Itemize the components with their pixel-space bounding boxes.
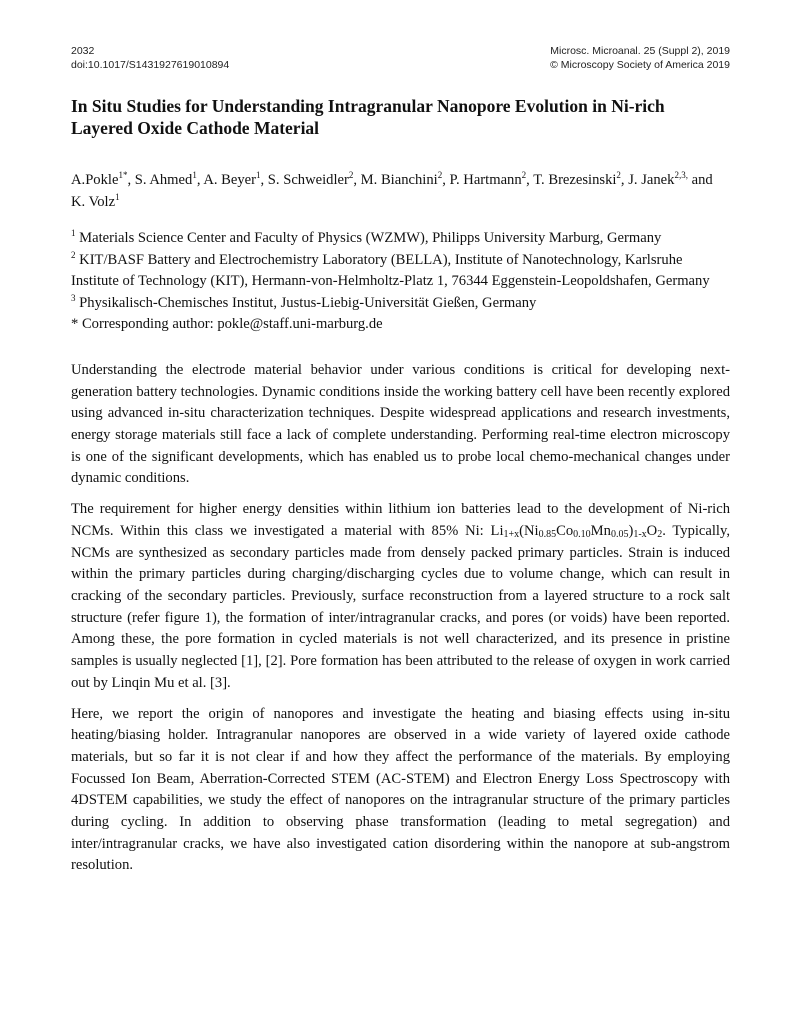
paper-page — [71, 44, 730, 877]
paper-title: In Situ Studies for Understanding Intragranular Nanopore Evolution in Ni-rich Layered Oxide Cathode Material — [71, 96, 665, 138]
affiliations — [71, 228, 730, 336]
author: J. Janek$^{2,3,}$ — [628, 170, 688, 188]
affiliation-2: $^2$ KIT/BASF Battery and Electrochemistry Laboratory (BELLA), Institute of Nanotechnology, Karlsruhe Institute of Technology (KIT), Hermann-von-Helmholtz-Platz 1, 76344 Eggenstein-Leopoldshafen, Germany — [71, 249, 710, 290]
author: S. Schweidler$^2$ — [267, 170, 354, 188]
corresponding-author: * Corresponding author: pokle@staff.uni-marburg.de — [71, 316, 383, 333]
author: T. Brezesinski$^2$ — [533, 170, 621, 188]
affiliation-3: $^3$ Physikalisch-Chemisches Institut, Justus-Liebig-Universität Gießen, Germany — [71, 292, 537, 311]
header-right — [550, 44, 730, 72]
running-header — [71, 44, 730, 72]
affiliation-1: $^1$ Materials Science Center and Faculty of Physics (WZMW), Philipps University Marburg, Germany — [71, 228, 662, 246]
copyright: © Microscopy Society of America 2019 — [550, 59, 730, 71]
paragraph-3: Here, we report the origin of nanopores and investigate the heating and biasing effects using in-situ heating/biasing holder. Intragranular nanopores are observed in a wide variety of layered oxide cathode materials, but so far it is not clear if and how they affect the performance of the materials. By employing Focussed Ion Beam, Aberration-Corrected STEM (AC-STEM) and Electron Energy Loss Spectroscopy with 4DSTEM capabilities, we study the effect of nanopores on the intragranular structure of the primary particles during cycling. In addition to observing phase transformation (leading to metal segregation) and inter/intragranular cracks, we have also investigated cation disordering within the nanopore at sub-angstrom resolution. — [71, 705, 730, 874]
journal-citation: Microsc. Microanal. 25 (Suppl 2), 2019 — [550, 45, 730, 57]
chemical-formula: $Li_{1+x}(Ni_{0.85}Co_{0.10}Mn_{0.05})_{1-x}O_2$. — [490, 522, 666, 540]
abstract-body — [71, 360, 730, 877]
author-list: A.Pokle$^{1*}$, S. Ahmed$^1$, A. Beyer$^1$, S. Schweidler$^2$, M. Bianchini$^2$, P. Hartmann$^2$, T. Brezesinski$^2$, J. Janek$^{2,3,}$ and K. Volz$^1$ — [71, 170, 713, 210]
doi: doi:10.1017/S1431927619010894 — [71, 59, 230, 71]
author: M. Bianchini$^2$ — [360, 170, 443, 188]
author: K. Volz$^1$ — [71, 192, 120, 210]
paragraph-1: Understanding the electrode material behavior under various conditions is critical for developing next-generation battery technologies. Dynamic conditions inside the working battery cell have been recently explored using advanced in-situ characterization techniques. Despite widespread applications and research investments, energy storage materials still face a lack of complete understanding. Performing real-time electron microscopy is one of the significant developments, which has enabled us to probe local chemo-mechanical changes under dynamic conditions. — [71, 361, 730, 487]
author: S. Ahmed$^1$ — [134, 170, 197, 188]
author: P. Hartmann$^2$ — [449, 170, 527, 188]
page-number: 2032 — [71, 45, 95, 57]
header-left — [71, 44, 229, 72]
author: A. Beyer$^1$ — [203, 170, 261, 188]
author: A.Pokle$^{1*}$ — [71, 170, 128, 188]
paragraph-2: The requirement for higher energy densities within lithium ion batteries lead to the development of Ni-rich NCMs. Within this class we investigated a material with 85% Ni: $Li_{1+x}(Ni_{0.85}Co_{0.10}Mn_{0.05})_{1-x}O_2$. Typically, NCMs are synthesized as secondary particles made from densely packed primary particles. Strain is induced within the primary particles during charging/discharging cycles due to volume change, which can result in cracking of the secondary particles. Previously, surface reconstruction from a layered structure to a rock salt structure (refer figure 1), the formation of inter/intragranular cracks, and pores (or voids) have been reported. Among these, the pore formation in cycled materials is not well characterized, and its presence in pristine samples is usually neglected [1], [2]. Pore formation has been attributed to the release of oxygen in work carried out by Linqin Mu et al. [3]. — [71, 501, 730, 691]
